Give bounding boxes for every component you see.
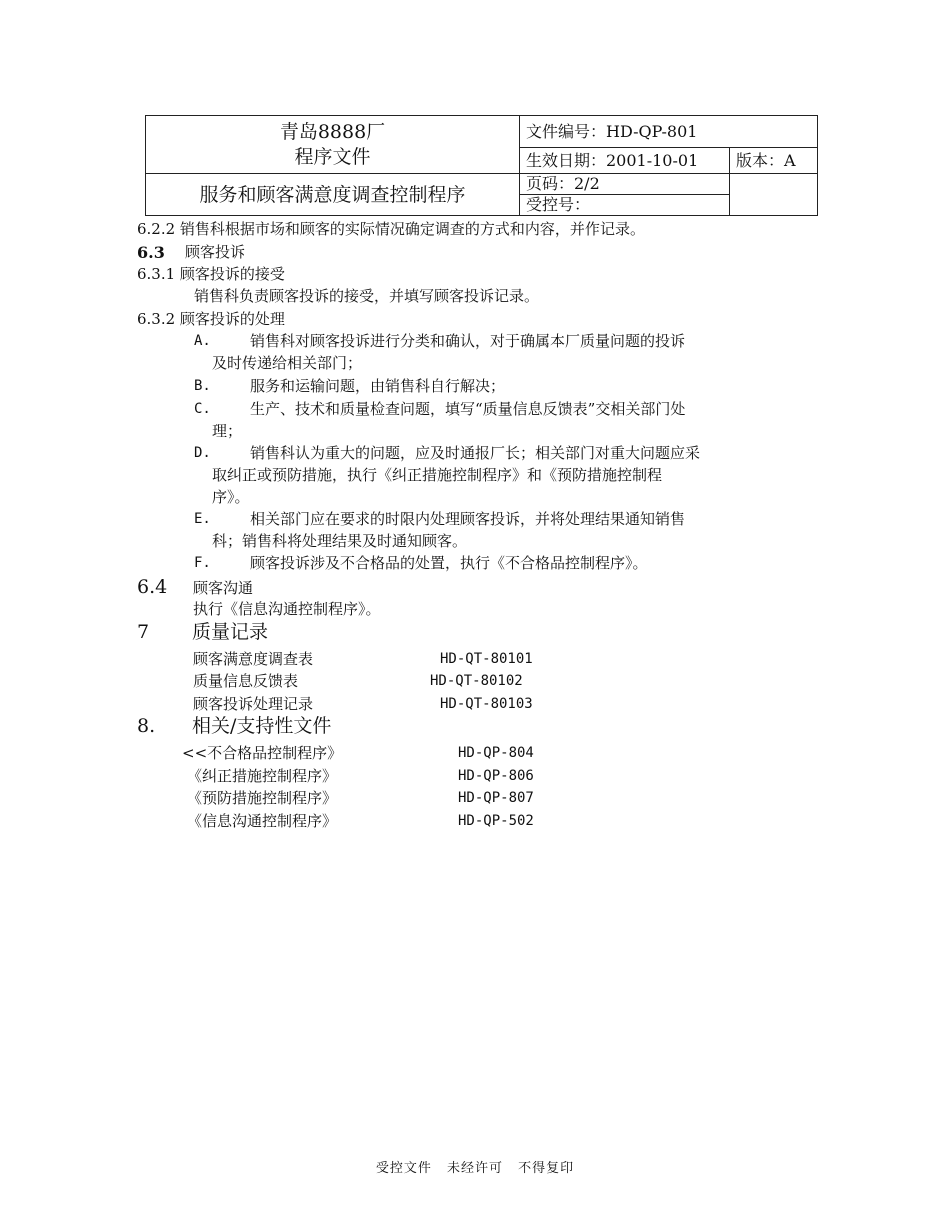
- version: 版本：A: [730, 148, 818, 174]
- record-name: 顾客投诉处理记录: [193, 695, 314, 713]
- item-label: B.: [194, 378, 211, 394]
- item-label: F.: [194, 555, 211, 571]
- document-header-table: [145, 115, 818, 216]
- related-doc-code: HD-QP-502: [458, 813, 534, 829]
- related-doc-code: HD-QP-804: [458, 745, 534, 761]
- section-6-3-number: 6.3: [137, 243, 165, 262]
- company-cell: [146, 116, 520, 174]
- record-code: HD-QT-80103: [440, 696, 533, 712]
- related-doc-code: HD-QP-806: [458, 768, 534, 784]
- item-label: C.: [194, 401, 211, 417]
- section-6-4-number: 6.4: [137, 576, 168, 598]
- doc-number: 文件编号：HD-QP-801: [520, 116, 818, 148]
- section-6-4-text: 执行《信息沟通控制程序》。: [193, 600, 381, 618]
- record-name: 质量信息反馈表: [193, 672, 299, 690]
- section-6-3-1-text: 销售科负责顾客投诉的接受，并填写顾客投诉记录。: [194, 287, 540, 305]
- item-text: 科；销售科将处理结果及时通知顾客。: [212, 532, 468, 550]
- item-text: 销售科对顾客投诉进行分类和确认，对于确属本厂质量问题的投诉: [250, 332, 686, 350]
- record-code: HD-QT-80102: [430, 673, 523, 689]
- section-6-3-title: 顾客投诉: [185, 243, 246, 261]
- item-text: 序》。: [212, 488, 250, 506]
- record-code: HD-QT-80101: [440, 651, 533, 667]
- item-text: 相关部门应在要求的时限内处理顾客投诉，并将处理结果通知销售: [250, 510, 686, 528]
- company-name: 青岛8888厂: [279, 120, 386, 143]
- item-text: 生产、技术和质量检查问题，填写“质量信息反馈表”交相关部门处: [250, 400, 686, 418]
- effective-date: 生效日期：2001-10-01: [520, 148, 730, 174]
- record-name: 顾客满意度调查表: [193, 650, 314, 668]
- item-text: 取纠正或预防措施，执行《纠正措施控制程序》和《预防措施控制程: [212, 466, 663, 484]
- item-label: E.: [194, 511, 211, 527]
- related-doc-code: HD-QP-807: [458, 790, 534, 806]
- section-8-number: 8.: [137, 715, 156, 737]
- page-number: 页码：2/2: [520, 174, 730, 195]
- item-text: 理；: [212, 422, 243, 440]
- item-text: 顾客投诉涉及不合格品的处置，执行《不合格品控制程序》。: [250, 554, 648, 572]
- empty-cell: [730, 174, 818, 216]
- related-doc-name: 《预防措施控制程序》: [187, 789, 338, 807]
- section-8-title: 相关/支持性文件: [192, 715, 332, 737]
- item-text: 销售科认为重大的问题，应及时通报厂长；相关部门对重大问题应采: [250, 444, 701, 462]
- section-6-3-2: 6.3.2 顾客投诉的处理: [137, 310, 285, 328]
- item-label: A.: [194, 333, 211, 349]
- item-text: 及时传递给相关部门；: [212, 354, 363, 372]
- related-doc-name: 《纠正措施控制程序》: [187, 767, 338, 785]
- page-footer: 受控文件 未经许可 不得复印: [375, 1161, 575, 1176]
- section-6-3-1: 6.3.1 顾客投诉的接受: [137, 265, 285, 283]
- item-label: D.: [194, 445, 211, 461]
- related-doc-name: 《信息沟通控制程序》: [187, 812, 338, 830]
- document-title: 服务和顾客满意度调查控制程序: [146, 174, 520, 216]
- section-6-4-title: 顾客沟通: [193, 579, 254, 597]
- control-number: 受控号：: [520, 195, 730, 216]
- section-7-number: 7: [137, 621, 150, 643]
- item-text: 服务和运输问题，由销售科自行解决；: [250, 377, 506, 395]
- section-7-title: 质量记录: [192, 621, 269, 643]
- doc-type: 程序文件: [294, 145, 371, 168]
- section-6-2-2: 6.2.2 销售科根据市场和顾客的实际情况确定调查的方式和内容，并作记录。: [137, 220, 645, 238]
- related-doc-name: <<不合格品控制程序》: [182, 744, 343, 762]
